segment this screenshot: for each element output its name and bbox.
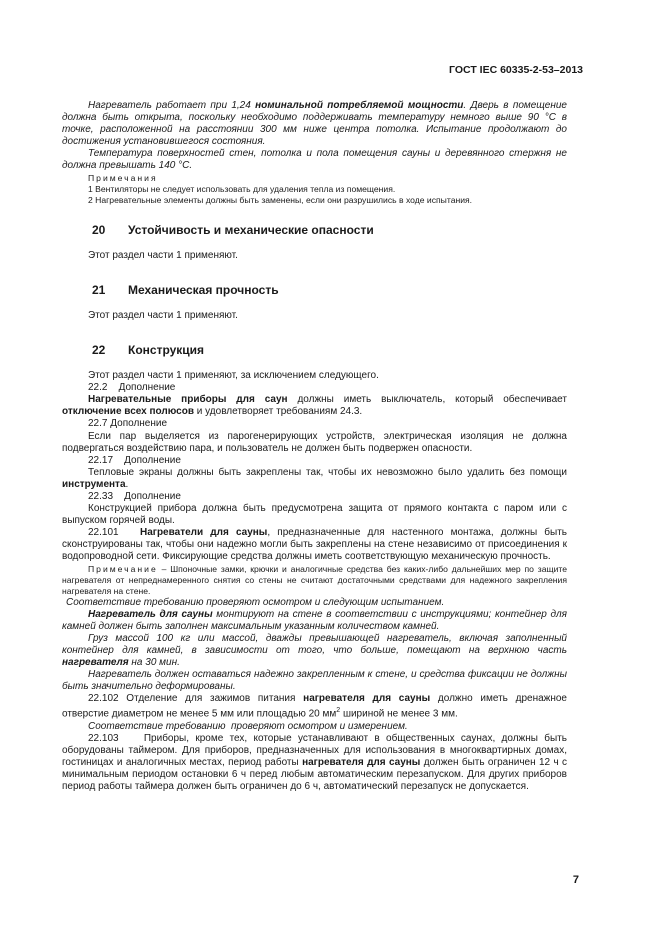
clause-22-17-heading: 22.17 Дополнение — [88, 454, 181, 466]
section-heading-20: 20 Устойчивость и механические опасности — [92, 222, 374, 237]
clause-22-103-text: 22.103 Приборы, кроме тех, которые устанавливают в общественных саунах, должны быть оборудованы таймером. Для приборов, предназначенных для использования в многоквартирных домах, гостиницах и аналогичных местах, период работы нагревателя для сауны должен быть ограничен 12 ч с минимальным периодом остановки 6 ч перед любым автоматическим перезапуском. Для других приборов период работы таймера должен быть ограничен до 6 ч, автоматический перезапуск не допускается. — [62, 732, 570, 793]
clause-22-2-text: Нагревательные приборы для саун должны иметь выключатель, который обеспечивает отключение всех полюсов и удовлетворяет требованиям 24.3. — [62, 394, 567, 418]
note-1: 1 Вентиляторы не следует использовать для удаления тепла из помещения. — [88, 183, 396, 194]
note-2: 2 Нагревательные элементы должны быть заменены, если они разрушились в ходе испытания. — [88, 194, 473, 205]
page-content — [62, 100, 570, 793]
clause-22-7-heading: 22.7 Дополнение — [88, 418, 168, 430]
section-22-text: Этот раздел части 1 применяют, за исключением следующего. — [88, 370, 379, 382]
section-21-text: Этот раздел части 1 применяют. — [88, 309, 238, 321]
section-20-text: Этот раздел части 1 применяют. — [88, 249, 238, 261]
clause-22-101-note: Примечание – Шпоночные замки, крючки и аналогичные средства без каких-либо дальнейших мер по защите нагревателя от непреднамеренного снятия со стены не считают достаточными средствами для надежного закрепления нагревателя на стене. — [62, 563, 567, 596]
term-rated-power: номинальной потребляемой мощности — [255, 100, 464, 111]
standard-header: ГОСТ IEC 60335-2-53–2013 — [449, 64, 583, 76]
clause-22-101-text: 22.101 Нагреватели для сауны, предназначенные для настенного монтажа, должны быть сконструированы так, чтобы они надежно могли быть закреплены на стене независимо от присоединения к водопроводной сети. Фиксирующие средства должны иметь соответствующую механическую прочность. — [62, 527, 568, 563]
page-number: 7 — [572, 874, 579, 886]
section-heading-22: 22 Конструкция — [92, 342, 205, 357]
test-load: Груз массой 100 кг или массой, дважды превышающей нагреватель, включая заполненный контейнер для камней, в зависимости от того, что больше, помещают на верхнюю часть нагревателя на 30 мин. — [62, 632, 567, 668]
test-result: Нагреватель должен оставаться надежно закрепленным к стене, и средства фиксации не должны быть значительно деформированы. — [62, 669, 567, 693]
clause-22-2-heading: 22.2 Дополнение — [88, 382, 176, 394]
paragraph-temperature-limit: Температура поверхностей стен, потолка и пола помещения сауны и деревянного стержня не должна превышать 140 °С. — [62, 148, 567, 172]
clause-22-7-text: Если пар выделяется из парогенерирующих устройств, электрическая изоляция не должна подвергаться воздействию пара, и пользователь не должен быть подвержен опасности. — [62, 430, 567, 454]
clause-22-33-text: Конструкцией прибора должна быть предусмотрена защита от прямого контакта с паром или с выпуском горячей воды. — [62, 503, 567, 527]
compliance-check-1: Соответствие требованию проверяют осмотром и следующим испытанием. — [66, 596, 445, 608]
clause-22-102-text: 22.102 Отделение для зажимов питания нагревателя для сауны должно иметь дренажное отверстие диаметром не менее 5 мм или площадью 20 $мм^2$ шириной не менее 3 мм. — [62, 693, 567, 720]
compliance-check-2: Соответствие требованию проверяют осмотром и измерением. — [88, 720, 408, 732]
test-mounting: Нагреватель для сауны монтируют на стене в соответствии с инструкциями; контейнер для камней должен быть заполнен максимальным указанным количеством камней. — [62, 608, 567, 632]
notes-title: Примечания — [88, 172, 158, 183]
paragraph-test-conditions: Нагреватель работает при 1,24 номинальной потребляемой мощности. Дверь в помещение должна быть открыта, поскольку необходимо поддерживать температуру немного выше 90 °С в точке, расположенной на расстоянии 300 мм ниже центра потолка. Испытание продолжают до достижения установившегося состояния. — [62, 100, 567, 148]
clause-22-17-text: Тепловые экраны должны быть закреплены так, чтобы их невозможно было удалить без помощи инструмента. — [62, 466, 567, 490]
clause-22-33-heading: 22.33 Дополнение — [88, 490, 181, 502]
section-heading-21: 21 Механическая прочность — [92, 282, 279, 297]
